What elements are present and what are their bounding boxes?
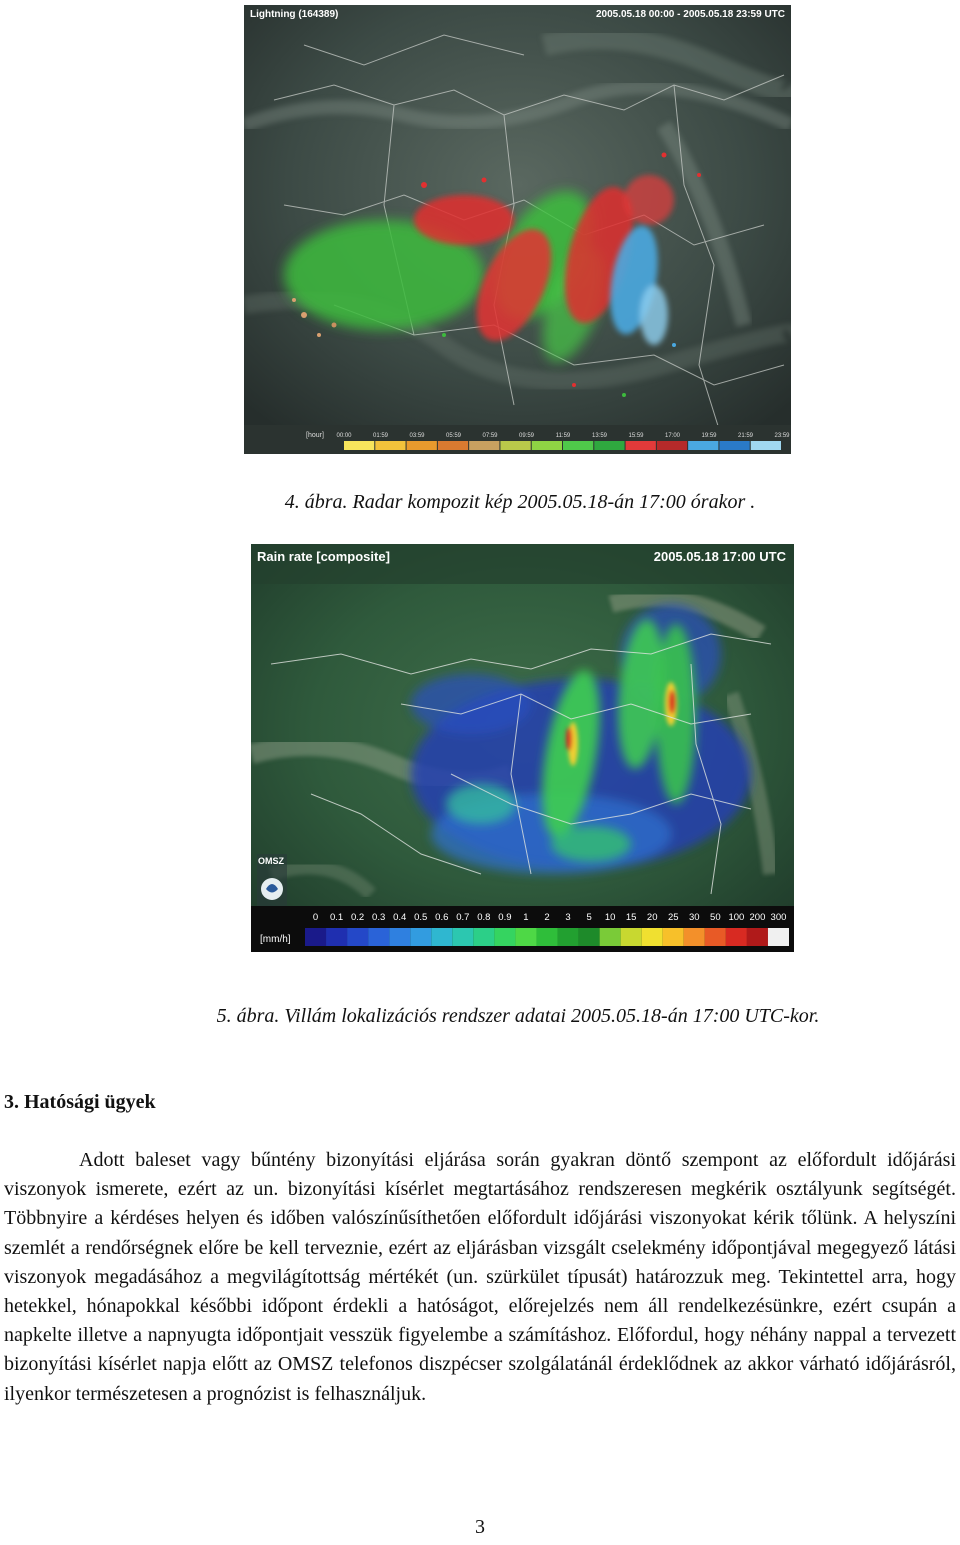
legend-swatch [431,928,452,946]
legend-swatch [621,928,642,946]
legend-value-label: 0.7 [456,912,470,923]
legend-swatch [500,441,530,450]
legend-value-label: 0.5 [414,912,428,923]
legend-swatch [344,441,374,450]
lightning-time-range: 2005.05.18 00:00 - 2005.05.18 23:59 UTC [595,9,785,20]
legend-tick-label: 17:00 [664,433,681,439]
legend-swatch [515,928,536,946]
legend-value-label: 200 [749,912,766,923]
legend-swatch [407,441,437,450]
legend-swatch [473,928,494,946]
legend-swatch [719,441,749,450]
legend-swatch [594,441,624,450]
legend-tick-label: 01:59 [372,433,389,439]
legend-tick-label: 23:59 [774,433,790,439]
legend-swatch [389,928,410,946]
lightning-map-image [244,5,791,454]
legend-value-label: 0.8 [477,912,491,923]
section-body-paragraph: Adott baleset vagy bűntény bizonyítási eljárása során gyakran döntő szempont az előfordult időjárási viszonyok ismerete, ezért az un. bizonyítási kísérlet megtartásához rendszeresen megkérik osztályunk segítségét. Többnyire a kérdéses helyen és időben valószínűsíthetően előfordult időjárási viszonyokat kérik tőlünk. A helyszíni szemlét a rendőrségnek előre be kell terveznie, ezért az eljárásban vizsgált cselekmény időpontjával megegyező látási viszonyok megadásához a megvilágítottság mértékét (un. szürkület típusát) határozzuk meg. Tekintettel arra, hogy hetekkel, hónapokkal későbbi időpont érdekli a hatóságot, előrejelzés nem áll rendelkezésünkre, ezért csupán a napkelte illetve a napnyugta időpontjait vesszük figyelembe a számításhoz. Előfordul, hogy néhány nappal a tervezett bizonyítási kísérlet napja előtt az OMSZ telefonos diszpécser szolgálatánál érdeklődnek az akkor várható időjárásról, ilyenkor természetesen a prognózist is felhasználjuk. [4,1149,956,1405]
legend-value-label: 20 [646,912,658,923]
legend-unit-label: [mm/h] [260,934,291,945]
legend-swatch [368,928,389,946]
legend-swatch [600,928,621,946]
legend-value-label: 0.2 [350,912,365,923]
legend-value-label: 15 [625,912,637,923]
legend-tick-label: 03:59 [409,433,425,439]
legend-tick-label: 09:59 [518,433,535,439]
legend-tick-label: 13:59 [591,433,608,439]
legend-unit-label: [hour] [306,432,324,439]
legend-value-label: 0 [312,912,319,923]
radar-composite-image [251,544,794,952]
legend-swatch [410,928,431,946]
legend-swatch [657,441,687,450]
legend-tick-label: 00:00 [336,433,352,439]
legend-value-label: 25 [667,912,679,923]
legend-swatch [305,928,326,946]
legend-tick-label: 15:59 [628,433,644,439]
legend-swatch [768,928,789,946]
legend-swatch [438,441,468,450]
section-heading: 3. Hatósági ügyek [4,1091,156,1113]
legend-value-label: 0.1 [329,912,344,923]
legend-value-label: 100 [728,912,745,923]
legend-value-label: 10 [604,912,616,923]
legend-swatch [663,928,684,946]
legend-swatch [532,441,562,450]
radar-timestamp: 2005.05.18 17:00 UTC [653,549,786,564]
legend-swatch [536,928,557,946]
legend-swatch [684,928,705,946]
legend-swatch [726,928,747,946]
legend-swatch [563,441,593,450]
page-number: 3 [475,1516,485,1538]
legend-swatch [626,441,656,450]
legend-swatch [558,928,579,946]
lightning-map-figure [244,5,791,454]
legend-swatch [642,928,663,946]
legend-swatch [579,928,600,946]
radar-composite-figure [251,544,794,952]
figure-caption-4: 4. ábra. Radar kompozit kép 2005.05.18-án 17:00 órakor . [284,491,756,513]
legend-swatch [347,928,368,946]
legend-value-label: 50 [710,912,721,923]
legend-value-label: 300 [770,912,787,923]
rain-rate-legend [260,912,789,946]
legend-swatch [326,928,347,946]
legend-value-label: 0.6 [435,912,449,923]
legend-value-label: 30 [689,912,700,923]
legend-swatch [494,928,515,946]
legend-swatch [747,928,768,946]
legend-tick-label: 21:59 [737,433,754,439]
omsz-logo-text: OMSZ [258,856,284,866]
lightning-title: Lightning (164389) [250,9,339,20]
legend-swatch [469,441,499,450]
legend-value-label: 0.9 [498,912,512,923]
legend-swatch [688,441,718,450]
legend-value-label: 3 [565,912,571,923]
legend-value-label: 1 [523,912,529,923]
legend-value-label: 5 [586,912,592,923]
legend-value-label: 2 [544,912,550,923]
legend-tick-label: 19:59 [701,433,717,439]
legend-swatch [705,928,726,946]
legend-swatch [452,928,473,946]
legend-swatch [375,441,405,450]
legend-tick-label: 07:59 [482,433,498,439]
legend-value-label: 0.4 [393,912,407,923]
legend-value-label: 0.3 [372,912,386,923]
radar-title: Rain rate [composite] [257,549,390,564]
figure-caption-5: 5. ábra. Villám lokalizációs rendszer adatai 2005.05.18-án 17:00 UTC-kor. [216,1005,820,1027]
legend-swatch [751,441,781,450]
legend-tick-label: 11:59 [555,433,571,439]
legend-tick-label: 05:59 [445,433,462,439]
